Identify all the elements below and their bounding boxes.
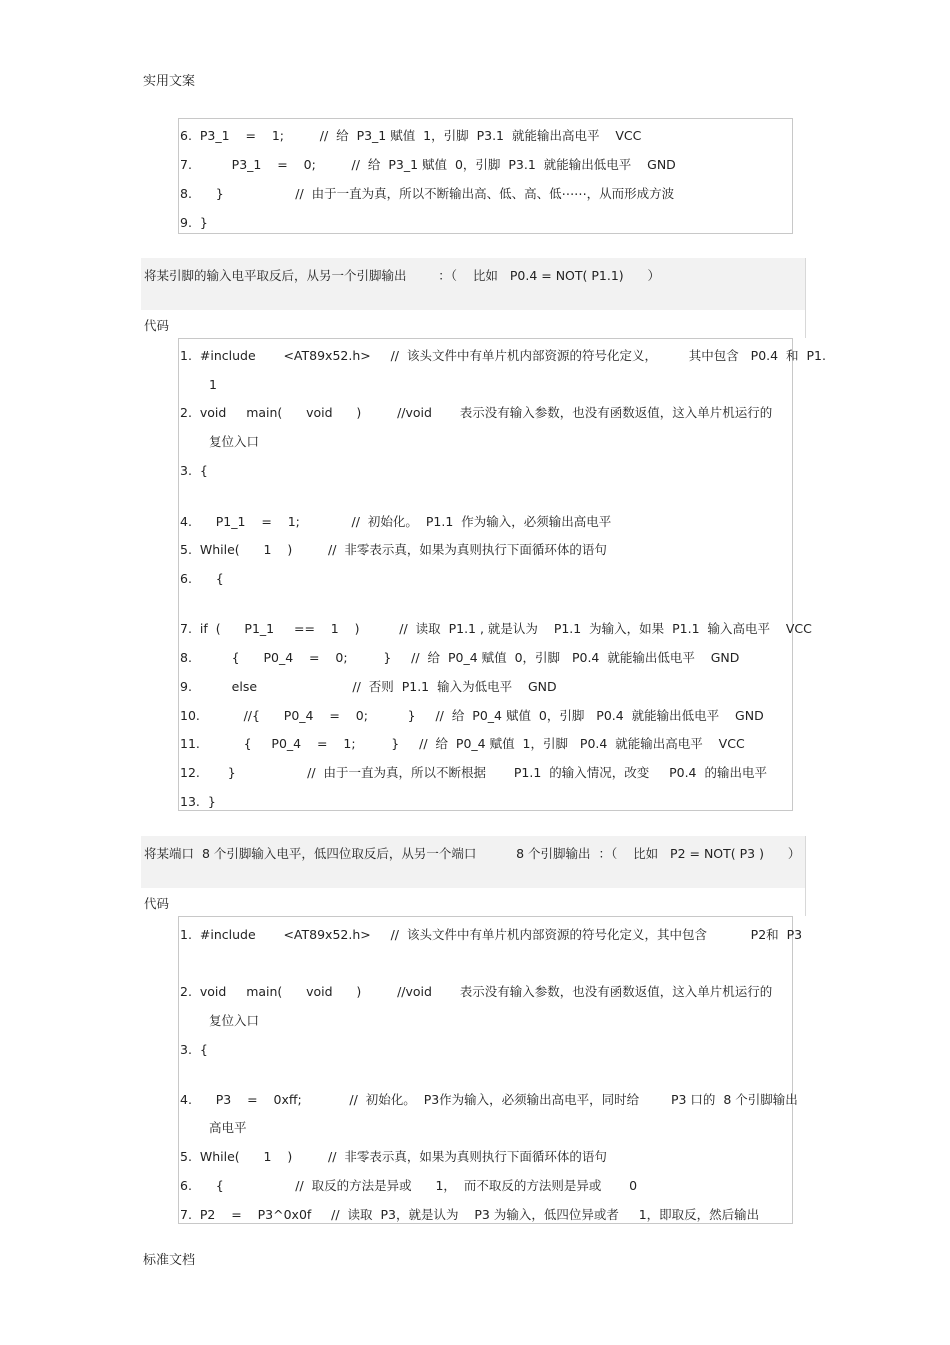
code-line-continuation: 复位入口 (209, 434, 260, 449)
code-line: 13. } (180, 794, 216, 809)
code-line: 3. { (180, 1042, 208, 1057)
section-description-invert-port (141, 836, 806, 916)
code-line-continuation: 复位入口 (209, 1013, 260, 1028)
code-line: 2. void main( void ) //void 表示没有输入参数，也没有函数返值，这入单片机运行的 (180, 984, 773, 999)
code-line: 1. #include <AT89x52.h> // 该头文件中有单片机内部资源的符号化定义， 其中包含 P0.4 和 P1. (180, 348, 826, 363)
code-line: 2. void main( void ) //void 表示没有输入参数，也没有函数返值，这入单片机运行的 (180, 405, 773, 420)
page-footer: 标准文档 (143, 1253, 196, 1268)
page-header: 实用文案 (143, 74, 196, 89)
code-line-continuation: 1 (209, 377, 217, 392)
code-line: 4. P3 = 0xff; // 初始化。 P3作为输入，必须输出高电平，同时给 P3 口的 8 个引脚输出 (180, 1092, 798, 1107)
code-line: 7. P2 = P3^0x0f // 读取 P3，就是认为 P3 为输入，低四位异或者 1，即取反，然后输出 (180, 1207, 760, 1222)
code-block-invert-pin (178, 338, 826, 811)
code-line: 7. P3_1 = 0; // 给 P3_1 赋值 0，引脚 P3.1 就能输出低电平 GND (180, 157, 676, 172)
section-description-invert-pin (141, 258, 806, 338)
code-line: 5. While( 1 ) // 非零表示真，如果为真则执行下面循环体的语句 (180, 1149, 607, 1164)
code-line: 9. } (180, 215, 208, 230)
code-block-invert-port (178, 916, 803, 1224)
code-line: 11. { P0_4 = 1; } // 给 P0_4 赋值 1，引脚 P0.4 就能输出高电平 VCC (180, 736, 745, 751)
code-line-continuation: 高电平 (209, 1120, 247, 1135)
code-line: 6. { (180, 571, 224, 586)
code-line: 10. //{ P0_4 = 0; } // 给 P0_4 赋值 0，引脚 P0.4 就能输出低电平 GND (180, 708, 764, 723)
code-line: 9. else // 否则 P1.1 输入为低电平 GND (180, 679, 557, 694)
code-block-square-wave (178, 118, 793, 234)
code-label: 代码 (144, 896, 170, 911)
code-line: 1. #include <AT89x52.h> // 该头文件中有单片机内部资源的符号化定义，其中包含 P2和 P3 (180, 927, 803, 942)
code-line: 12. } // 由于一直为真，所以不断根据 P1.1 的输入情况，改变 P0.4 的输出电平 (180, 765, 767, 780)
code-line: 3. { (180, 463, 208, 478)
code-line: 4. P1_1 = 1; // 初始化。 P1.1 作为输入，必须输出高电平 (180, 514, 612, 529)
code-label: 代码 (144, 318, 170, 333)
code-line: 8. } // 由于一直为真，所以不断输出高、低、高、低⋯⋯，从而形成方波 (180, 186, 675, 201)
section-title: 将某端口 8 个引脚输入电平，低四位取反后，从另一个端口 8 个引脚输出 ：（ 比如 P2 = NOT( P3 ) ） (144, 846, 801, 861)
code-line: 8. { P0_4 = 0; } // 给 P0_4 赋值 0，引脚 P0.4 就能输出低电平 GND (180, 650, 740, 665)
section-title: 将某引脚的输入电平取反后，从另一个引脚输出 ：（ 比如 P0.4 = NOT( P1.1) ） (144, 268, 660, 283)
code-line: 6. { // 取反的方法是异或 1， 而不取反的方法则是异或 0 (180, 1178, 638, 1193)
code-line: 7. if ( P1_1 == 1 ) // 读取 P1.1 , 就是认为 P1.1 为输入，如果 P1.1 输入高电平 VCC (180, 621, 812, 636)
code-line: 6. P3_1 = 1; // 给 P3_1 赋值 1，引脚 P3.1 就能输出高电平 VCC (180, 128, 642, 143)
code-line: 5. While( 1 ) // 非零表示真，如果为真则执行下面循环体的语句 (180, 542, 607, 557)
